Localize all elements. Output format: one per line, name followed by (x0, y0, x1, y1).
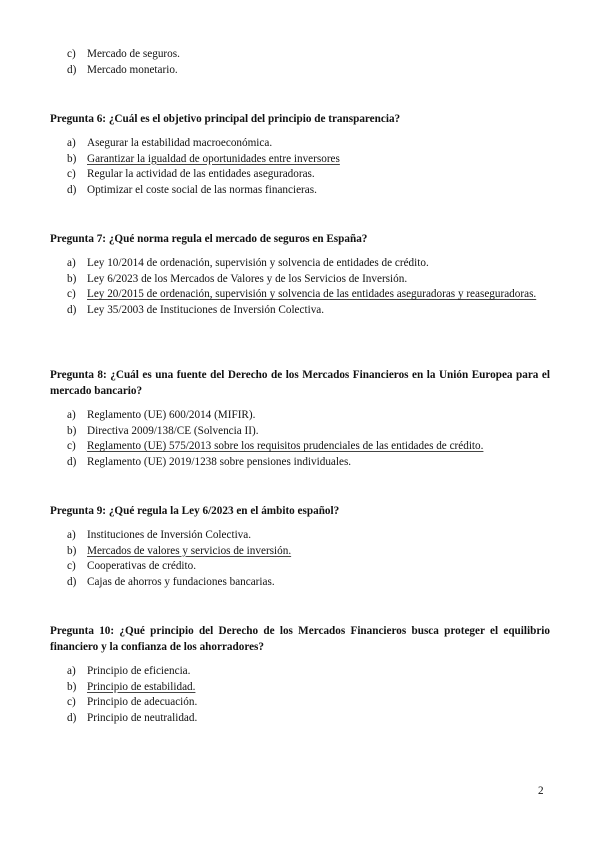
option-b: b) Ley 6/2023 de los Mercados de Valores y de los Servicios de Inversión. (67, 272, 408, 285)
question-10-title: Pregunta 10: ¿Qué principio del Derecho de los Mercados Financieros busca proteger el equilibrio financiero y la confianza de los ahorradores? (50, 625, 550, 653)
question-10-options (67, 664, 549, 726)
previous-question-options (67, 47, 549, 78)
option-d: d) Cajas de ahorros y fundaciones bancarias. (67, 575, 275, 588)
option-b-correct: b) Principio de estabilidad. (67, 680, 196, 693)
question-7-options (67, 256, 549, 318)
option-c-correct: c) Reglamento (UE) 575/2013 sobre los requisitos prudenciales de las entidades de crédito. (67, 440, 484, 452)
option-a: a) Reglamento (UE) 600/2014 (MIFIR). (67, 409, 256, 421)
option-b-correct: b) Garantizar la igualdad de oportunidades entre inversores (67, 152, 340, 165)
option-c: c) Principio de adecuación. (67, 696, 198, 708)
question-7-title: Pregunta 7: ¿Qué norma regula el mercado de seguros en España? (50, 233, 368, 245)
option-b-correct: b) Mercados de valores y servicios de inversión. (67, 544, 292, 557)
option-b: b) Directiva 2009/138/CE (Solvencia II). (67, 424, 259, 437)
option-d: d) Mercado monetario. (67, 63, 178, 76)
option-a: a) Ley 10/2014 de ordenación, supervisión y solvencia de entidades de crédito. (67, 257, 429, 269)
option-a: a) Principio de eficiencia. (67, 665, 191, 677)
option-c-correct: c) Ley 20/2015 de ordenación, supervisión y solvencia de las entidades aseguradoras y reaseguradoras. (67, 288, 537, 300)
option-d: d) Optimizar el coste social de las normas financieras. (67, 183, 317, 196)
option-c: c) Regular la actividad de las entidades aseguradoras. (67, 168, 315, 180)
option-a: a) Asegurar la estabilidad macroeconómica. (67, 137, 273, 149)
option-d: d) Principio de neutralidad. (67, 711, 198, 724)
option-d: d) Reglamento (UE) 2019/1238 sobre pensiones individuales. (67, 455, 352, 468)
question-6-title: Pregunta 6: ¿Cuál es el objetivo principal del principio de transparencia? (50, 113, 401, 125)
question-9-title: Pregunta 9: ¿Qué regula la Ley 6/2023 en el ámbito español? (50, 505, 340, 517)
question-8-title: Pregunta 8: ¿Cuál es una fuente del Derecho de los Mercados Financieros en la Unión Europea para el mercado bancario? (50, 369, 550, 397)
question-6-options (67, 136, 549, 198)
option-c: c) Mercado de seguros. (67, 48, 180, 60)
question-8-options (67, 408, 549, 470)
option-c: c) Cooperativas de crédito. (67, 560, 197, 572)
question-9-options (67, 528, 549, 590)
option-d: d) Ley 35/2003 de Instituciones de Inversión Colectiva. (67, 303, 325, 316)
option-a: a) Instituciones de Inversión Colectiva. (67, 529, 252, 541)
page-number: 2 (538, 785, 544, 797)
